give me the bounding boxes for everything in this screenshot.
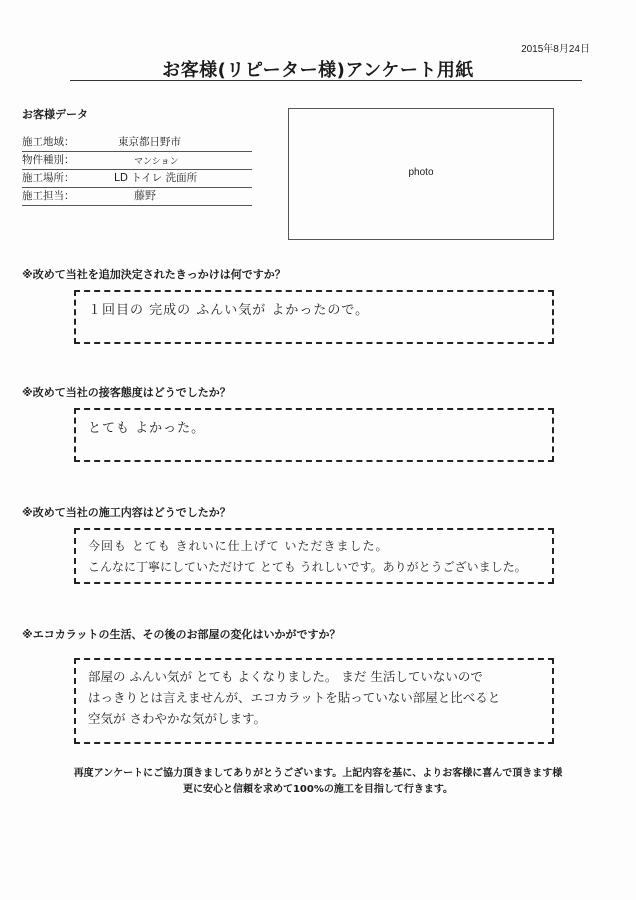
answer-box-4: [74, 658, 554, 744]
info-key: 施工場所：: [22, 172, 75, 184]
question-3: ※改めて当社の施工内容はどうでしたか？: [22, 506, 231, 519]
question-4: ※エコカラットの生活、その後のお部屋の変化はいかがですか？: [22, 628, 341, 641]
info-row-staff: [22, 188, 252, 206]
answer-line: こんなに丁寧にしていただけて とても うれしいです。ありがとうございました。: [88, 560, 527, 574]
info-key: 施工地域：: [22, 136, 75, 148]
page-title: お客様(リピーター様)アンケート用紙: [162, 60, 474, 81]
answer-line: 部屋の ふんい気が とても よくなりました。 まだ 生活していないので: [88, 669, 483, 684]
customer-data-table: [22, 134, 252, 206]
answer-box-3: [74, 528, 554, 584]
info-value: LD トイレ 洗面所: [114, 172, 198, 184]
info-value: マンション: [134, 157, 179, 167]
customer-data-heading: お客様データ: [22, 108, 88, 121]
info-key: 施工担当：: [22, 190, 75, 202]
closing-line: 再度アンケートにご協力頂きましてありがとうございます。上記内容を基に、よりお客様に喜んで頂きます様: [73, 768, 563, 779]
photo-placeholder: [288, 108, 554, 240]
closing-line: 更に安心と信頼を求めて100%の施工を目指して行きます。: [182, 784, 454, 795]
info-row-location: [22, 170, 252, 188]
answer-box-2: [74, 408, 554, 462]
question-1: ※改めて当社を追加決定されたきっかけは何ですか？: [22, 268, 286, 281]
title-underline: [70, 80, 582, 81]
answer-line: とても よかった。: [88, 421, 206, 436]
answer-line: １回目の 完成の ふんい気が よかったので。: [88, 303, 370, 318]
closing-message: [0, 766, 636, 798]
info-row-property-type: [22, 152, 252, 170]
answer-line: 今回も とても きれいに仕上げて いただきました。: [88, 539, 389, 553]
info-value: 東京都日野市: [118, 136, 181, 148]
answer-box-1: [74, 290, 554, 344]
info-row-area: [22, 134, 252, 152]
question-2: ※改めて当社の接客態度はどうでしたか？: [22, 386, 231, 399]
answer-line: はっきりとは言えませんが、エコカラットを貼っていない部屋と比べると: [88, 690, 501, 705]
info-value: 藤野: [134, 189, 156, 202]
photo-label: photo: [408, 167, 434, 178]
info-key: 物件種別：: [22, 154, 75, 166]
survey-date: 2015年8月24日: [521, 44, 590, 55]
answer-line: 空気が さわやかな気がします。: [88, 711, 266, 726]
